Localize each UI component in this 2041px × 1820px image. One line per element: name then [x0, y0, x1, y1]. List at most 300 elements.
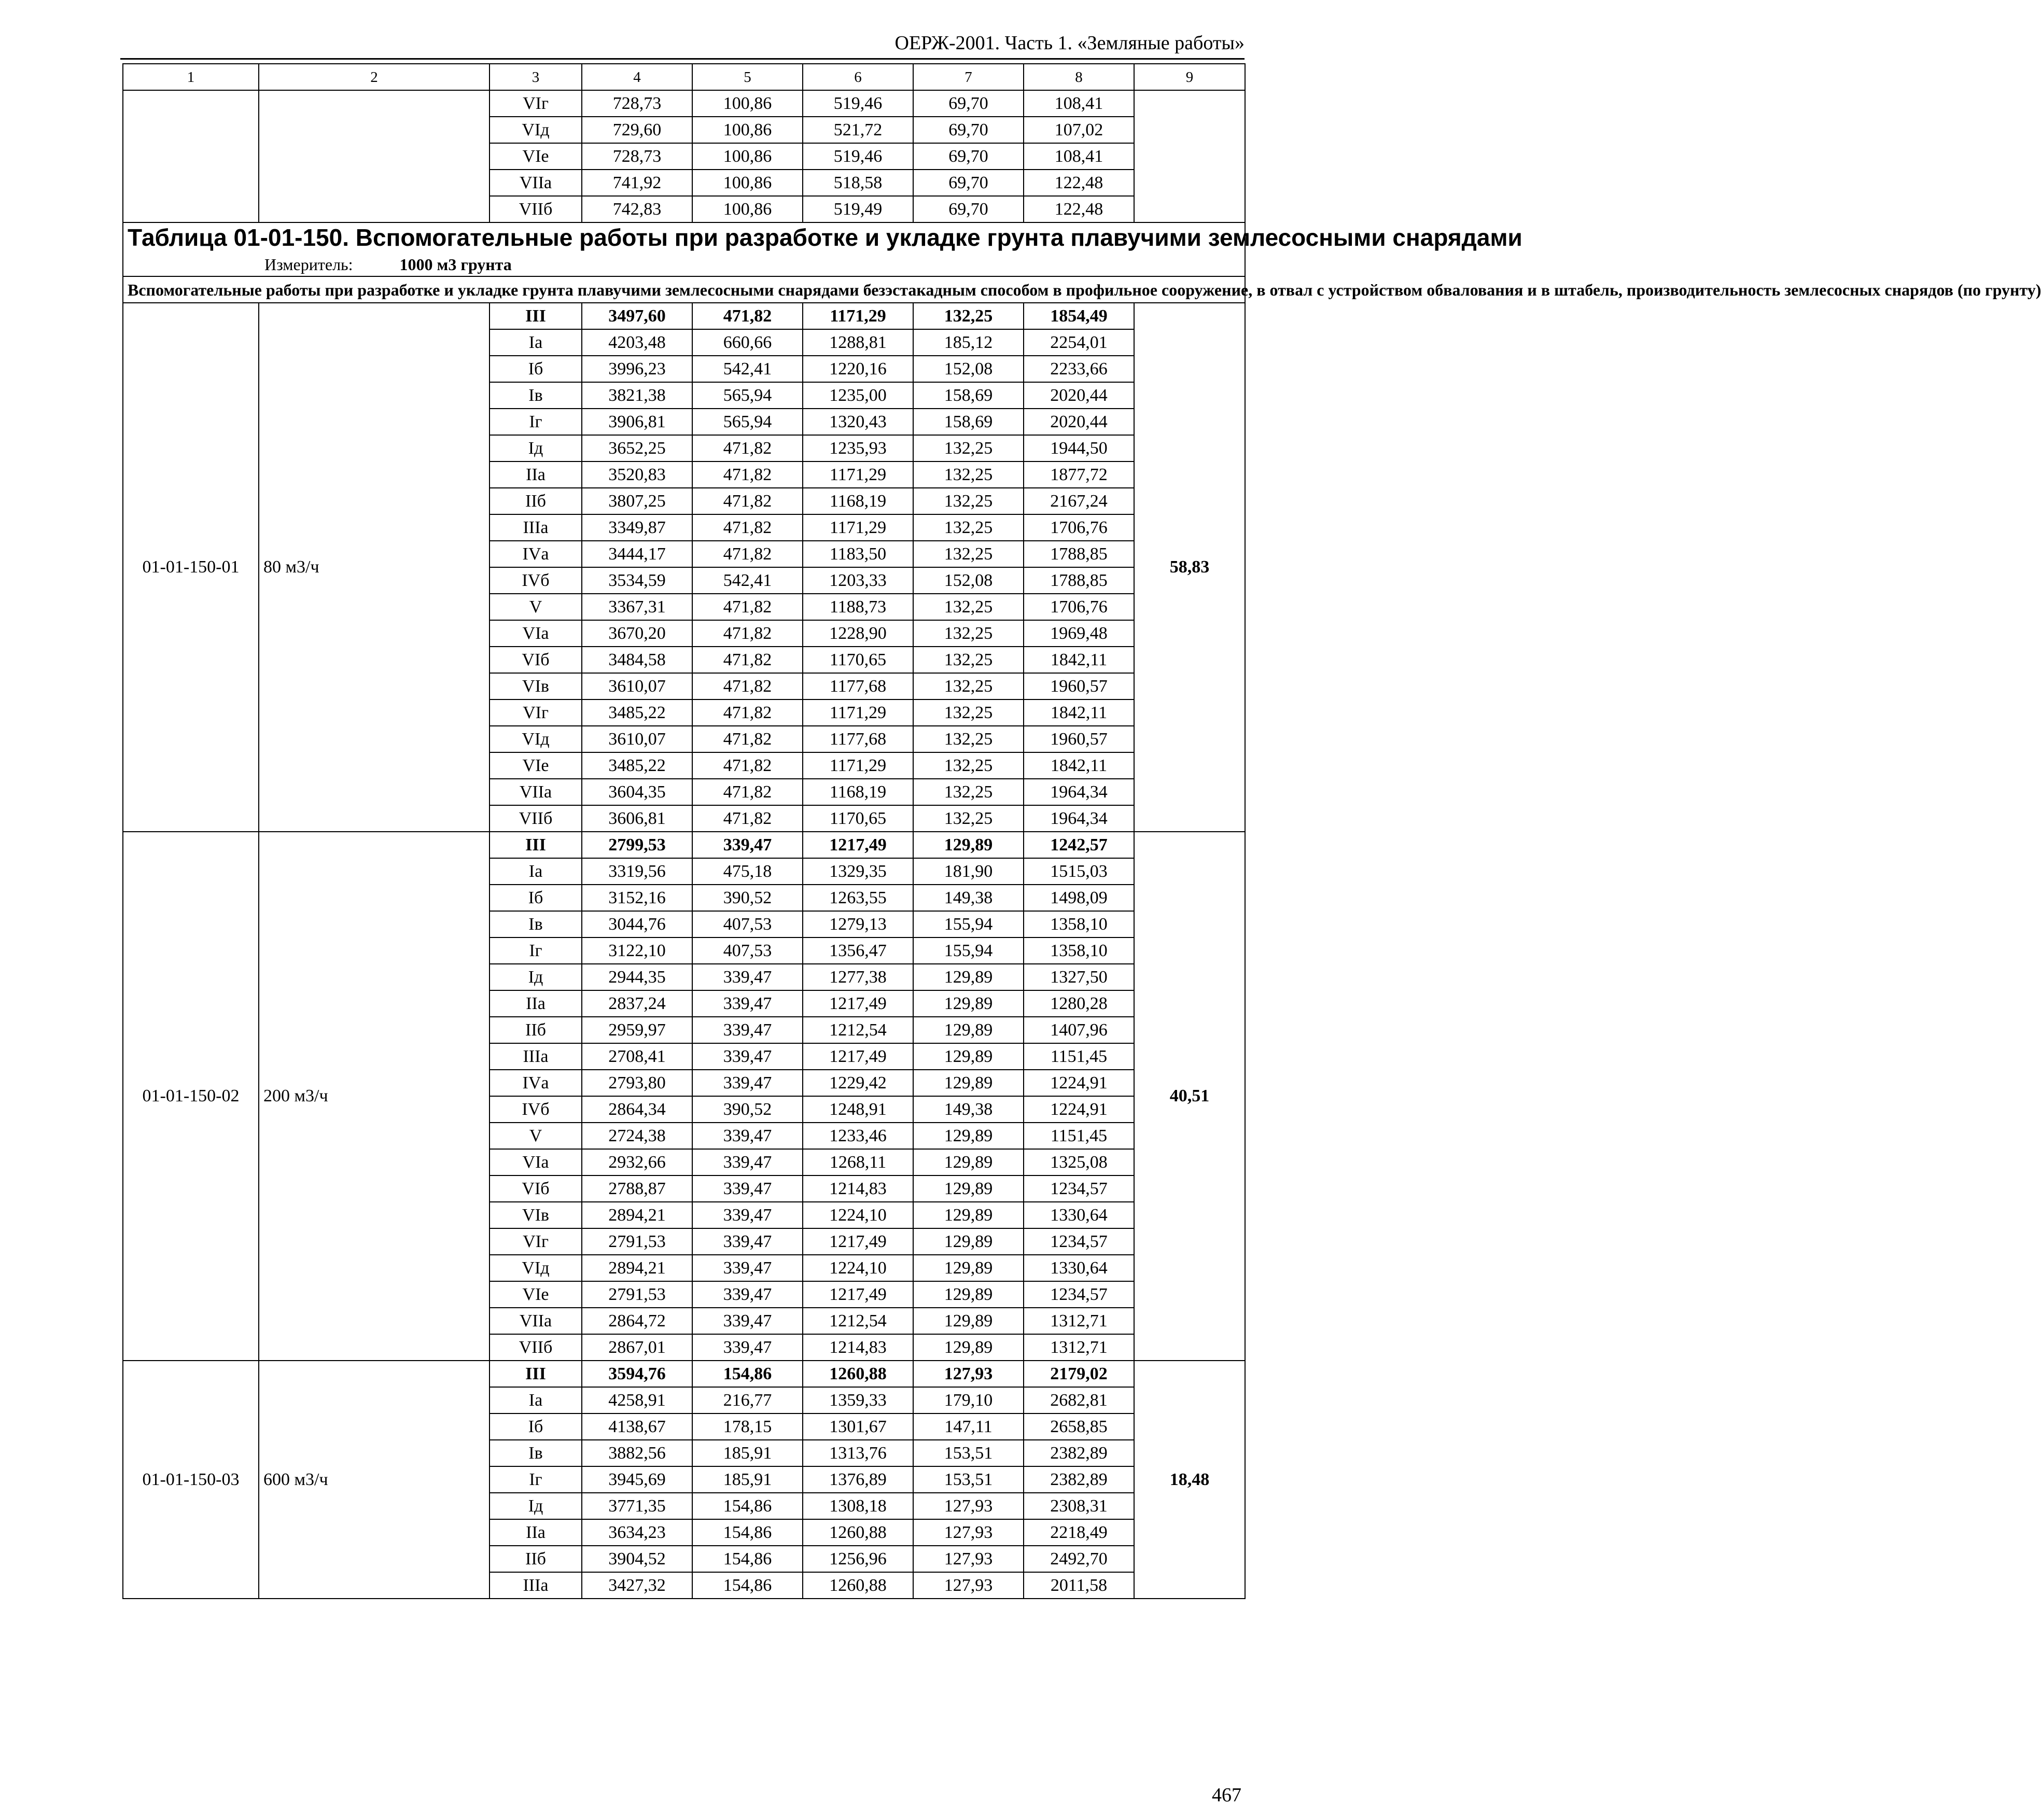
value-cell: 2308,31: [1024, 1493, 1134, 1519]
value-cell: 3634,23: [582, 1519, 692, 1546]
soil-group-cell: Iа: [490, 858, 582, 885]
soil-group-cell: III: [490, 832, 582, 858]
value-cell: 471,82: [692, 594, 803, 620]
value-cell: 132,25: [913, 594, 1024, 620]
value-cell: 122,48: [1024, 170, 1134, 196]
value-cell: 1168,19: [803, 779, 913, 805]
value-cell: 339,47: [692, 1149, 803, 1175]
value-cell: 471,82: [692, 647, 803, 673]
value-cell: 129,89: [913, 964, 1024, 990]
value-cell: 1498,09: [1024, 885, 1134, 911]
column-number: 4: [582, 64, 692, 90]
value-cell: 3485,22: [582, 699, 692, 726]
value-cell: 129,89: [913, 990, 1024, 1017]
value-cell: 1217,49: [803, 1281, 913, 1308]
table-row-base: [123, 1361, 1245, 1387]
unit-value: 1000 м3 грунта: [399, 255, 512, 274]
value-cell: 154,86: [692, 1519, 803, 1546]
value-cell: 1358,10: [1024, 937, 1134, 964]
soil-group-cell: VIв: [490, 673, 582, 699]
value-cell: 339,47: [692, 1308, 803, 1334]
column-number: 1: [123, 64, 259, 90]
value-cell: 1788,85: [1024, 541, 1134, 567]
value-cell: 132,25: [913, 488, 1024, 514]
soil-group-cell: III: [490, 303, 582, 329]
value-cell: 2864,72: [582, 1308, 692, 1334]
value-cell: 1183,50: [803, 541, 913, 567]
value-cell: 132,25: [913, 514, 1024, 541]
value-cell: 3485,22: [582, 752, 692, 779]
value-cell: 147,11: [913, 1413, 1024, 1440]
value-cell: 339,47: [692, 1334, 803, 1361]
value-cell: 660,66: [692, 329, 803, 356]
value-cell: 2959,97: [582, 1017, 692, 1043]
value-cell: 3367,31: [582, 594, 692, 620]
value-cell: 1228,90: [803, 620, 913, 647]
value-cell: 542,41: [692, 567, 803, 594]
value-cell: 390,52: [692, 1096, 803, 1123]
empty-code-cell: [123, 90, 259, 222]
value-cell: 152,08: [913, 567, 1024, 594]
soil-group-cell: Iб: [490, 1413, 582, 1440]
value-cell: 3821,38: [582, 382, 692, 409]
value-cell: 1854,49: [1024, 303, 1134, 329]
value-cell: 3670,20: [582, 620, 692, 647]
value-cell: 149,38: [913, 1096, 1024, 1123]
value-cell: 216,77: [692, 1387, 803, 1413]
soil-group-cell: VIг: [490, 90, 582, 117]
value-cell: 471,82: [692, 620, 803, 647]
value-cell: 1964,34: [1024, 805, 1134, 832]
value-cell: 149,38: [913, 885, 1024, 911]
soil-group-cell: IIа: [490, 1519, 582, 1546]
value-cell: 1842,11: [1024, 699, 1134, 726]
value-cell: 1268,11: [803, 1149, 913, 1175]
value-cell: 129,89: [913, 1334, 1024, 1361]
value-cell: 471,82: [692, 726, 803, 752]
value-cell: 132,25: [913, 779, 1024, 805]
value-cell: 1151,45: [1024, 1123, 1134, 1149]
value-cell: 1224,10: [803, 1202, 913, 1228]
value-cell: 132,25: [913, 461, 1024, 488]
table-title: Таблица 01-01-150. Вспомогательные работы при разработке и укладке грунта плавучими землесосными снарядами: [128, 224, 1522, 251]
value-cell: 3044,76: [582, 911, 692, 937]
value-cell: 1171,29: [803, 699, 913, 726]
value-cell: 69,70: [913, 170, 1024, 196]
value-cell: 471,82: [692, 514, 803, 541]
value-cell: 127,93: [913, 1519, 1024, 1546]
value-cell: 2932,66: [582, 1149, 692, 1175]
value-cell: 181,90: [913, 858, 1024, 885]
value-cell: 129,89: [913, 1281, 1024, 1308]
value-cell: 2020,44: [1024, 409, 1134, 435]
soil-group-cell: IIб: [490, 488, 582, 514]
value-cell: 1220,16: [803, 356, 913, 382]
value-cell: 155,94: [913, 937, 1024, 964]
value-cell: 1188,73: [803, 594, 913, 620]
value-cell: 1171,29: [803, 303, 913, 329]
value-cell: 1214,83: [803, 1334, 913, 1361]
value-cell: 1277,38: [803, 964, 913, 990]
value-cell: 129,89: [913, 1255, 1024, 1281]
value-cell: 1325,08: [1024, 1149, 1134, 1175]
value-cell: 2944,35: [582, 964, 692, 990]
soil-group-cell: Iа: [490, 329, 582, 356]
rate-code: 01-01-150-02: [123, 832, 259, 1361]
value-cell: 1214,83: [803, 1175, 913, 1202]
value-cell: 158,69: [913, 382, 1024, 409]
value-cell: 1177,68: [803, 726, 913, 752]
value-cell: 129,89: [913, 1202, 1024, 1228]
value-cell: 471,82: [692, 779, 803, 805]
soil-group-cell: VIIа: [490, 1308, 582, 1334]
value-cell: 2788,87: [582, 1175, 692, 1202]
value-cell: 1171,29: [803, 752, 913, 779]
value-cell: 1224,91: [1024, 1096, 1134, 1123]
value-cell: 1171,29: [803, 461, 913, 488]
value-cell: 1356,47: [803, 937, 913, 964]
value-cell: 1312,71: [1024, 1308, 1134, 1334]
column-number: 6: [803, 64, 913, 90]
value-cell: 1168,19: [803, 488, 913, 514]
value-cell: 2793,80: [582, 1070, 692, 1096]
value-cell: 471,82: [692, 488, 803, 514]
value-cell: 3652,25: [582, 435, 692, 461]
table-row: [123, 90, 1245, 117]
value-cell: 129,89: [913, 1308, 1024, 1334]
soil-group-cell: IIа: [490, 990, 582, 1017]
rate-name: 200 м3/ч: [259, 832, 490, 1361]
value-cell: 154,86: [692, 1546, 803, 1572]
value-cell: 339,47: [692, 1202, 803, 1228]
soil-group-cell: Iд: [490, 1493, 582, 1519]
value-cell: 1944,50: [1024, 435, 1134, 461]
value-cell: 127,93: [913, 1361, 1024, 1387]
soil-group-cell: Iг: [490, 1466, 582, 1493]
soil-group-cell: VIд: [490, 117, 582, 143]
soil-group-cell: VIг: [490, 1228, 582, 1255]
value-cell: 69,70: [913, 117, 1024, 143]
value-cell: 471,82: [692, 303, 803, 329]
value-cell: 185,91: [692, 1440, 803, 1466]
value-cell: 3604,35: [582, 779, 692, 805]
value-cell: 518,58: [803, 170, 913, 196]
value-cell: 339,47: [692, 1070, 803, 1096]
value-cell: 3882,56: [582, 1440, 692, 1466]
value-cell: 1263,55: [803, 885, 913, 911]
value-cell: 390,52: [692, 885, 803, 911]
value-cell: 3427,32: [582, 1572, 692, 1599]
value-cell: 1177,68: [803, 673, 913, 699]
value-cell: 1260,88: [803, 1361, 913, 1387]
value-cell: 339,47: [692, 1175, 803, 1202]
value-cell: 132,25: [913, 699, 1024, 726]
value-cell: 1288,81: [803, 329, 913, 356]
value-cell: 1706,76: [1024, 594, 1134, 620]
value-cell: 407,53: [692, 911, 803, 937]
value-cell: 158,69: [913, 409, 1024, 435]
value-cell: 1279,13: [803, 911, 913, 937]
value-cell: 100,86: [692, 170, 803, 196]
soil-group-cell: VIг: [490, 699, 582, 726]
coefficient-cell: 40,51: [1134, 832, 1245, 1361]
value-cell: 1330,64: [1024, 1202, 1134, 1228]
value-cell: 132,25: [913, 726, 1024, 752]
value-cell: 339,47: [692, 990, 803, 1017]
value-cell: 2867,01: [582, 1334, 692, 1361]
value-cell: 127,93: [913, 1546, 1024, 1572]
value-cell: 1308,18: [803, 1493, 913, 1519]
value-cell: 3152,16: [582, 885, 692, 911]
value-cell: 1234,57: [1024, 1175, 1134, 1202]
value-cell: 69,70: [913, 90, 1024, 117]
soil-group-cell: VIе: [490, 752, 582, 779]
value-cell: 3497,60: [582, 303, 692, 329]
soil-group-cell: VIе: [490, 143, 582, 170]
table-title-row: [123, 222, 1245, 276]
value-cell: 1217,49: [803, 990, 913, 1017]
value-cell: 1235,93: [803, 435, 913, 461]
value-cell: 4138,67: [582, 1413, 692, 1440]
value-cell: 3610,07: [582, 726, 692, 752]
rate-name: 600 м3/ч: [259, 1361, 490, 1599]
page-number: 467: [1212, 1784, 1241, 1806]
value-cell: 471,82: [692, 752, 803, 779]
value-cell: 3520,83: [582, 461, 692, 488]
value-cell: 153,51: [913, 1440, 1024, 1466]
value-cell: 2791,53: [582, 1228, 692, 1255]
value-cell: 1376,89: [803, 1466, 913, 1493]
soil-group-cell: VIIб: [490, 196, 582, 222]
value-cell: 339,47: [692, 1017, 803, 1043]
soil-group-cell: Iв: [490, 911, 582, 937]
value-cell: 129,89: [913, 1070, 1024, 1096]
value-cell: 471,82: [692, 461, 803, 488]
value-cell: 3807,25: [582, 488, 692, 514]
value-cell: 129,89: [913, 1228, 1024, 1255]
soil-group-cell: V: [490, 1123, 582, 1149]
rate-code: 01-01-150-03: [123, 1361, 259, 1599]
empty-coefficient-cell: [1134, 90, 1245, 222]
value-cell: 1224,91: [1024, 1070, 1134, 1096]
value-cell: 521,72: [803, 117, 913, 143]
soil-group-cell: Iг: [490, 409, 582, 435]
value-cell: 2254,01: [1024, 329, 1134, 356]
value-cell: 1327,50: [1024, 964, 1134, 990]
value-cell: 1170,65: [803, 647, 913, 673]
value-cell: 178,15: [692, 1413, 803, 1440]
value-cell: 3319,56: [582, 858, 692, 885]
value-cell: 3349,87: [582, 514, 692, 541]
value-cell: 1407,96: [1024, 1017, 1134, 1043]
table-row-base: [123, 303, 1245, 329]
table-row-base: [123, 832, 1245, 858]
value-cell: 4203,48: [582, 329, 692, 356]
soil-group-cell: Iд: [490, 964, 582, 990]
unit-label: Измеритель:: [264, 255, 353, 274]
soil-group-cell: IIа: [490, 461, 582, 488]
value-cell: 2020,44: [1024, 382, 1134, 409]
soil-group-cell: VIIа: [490, 170, 582, 196]
column-number: 3: [490, 64, 582, 90]
value-cell: 1330,64: [1024, 1255, 1134, 1281]
value-cell: 1260,88: [803, 1572, 913, 1599]
value-cell: 339,47: [692, 964, 803, 990]
value-cell: 3771,35: [582, 1493, 692, 1519]
value-cell: 100,86: [692, 117, 803, 143]
soil-group-cell: VIIб: [490, 1334, 582, 1361]
soil-group-cell: IIб: [490, 1546, 582, 1572]
soil-group-cell: VIIб: [490, 805, 582, 832]
value-cell: 471,82: [692, 435, 803, 461]
value-cell: 339,47: [692, 1043, 803, 1070]
value-cell: 339,47: [692, 1123, 803, 1149]
value-cell: 152,08: [913, 356, 1024, 382]
value-cell: 542,41: [692, 356, 803, 382]
value-cell: 2894,21: [582, 1202, 692, 1228]
value-cell: 3945,69: [582, 1466, 692, 1493]
value-cell: 3484,58: [582, 647, 692, 673]
value-cell: 1151,45: [1024, 1043, 1134, 1070]
soil-group-cell: Iб: [490, 885, 582, 911]
column-number: 8: [1024, 64, 1134, 90]
value-cell: 471,82: [692, 673, 803, 699]
soil-group-cell: IVб: [490, 1096, 582, 1123]
soil-group-cell: Iб: [490, 356, 582, 382]
value-cell: 4258,91: [582, 1387, 692, 1413]
value-cell: 1212,54: [803, 1308, 913, 1334]
value-cell: 1171,29: [803, 514, 913, 541]
value-cell: 2837,24: [582, 990, 692, 1017]
rate-code: 01-01-150-01: [123, 303, 259, 832]
value-cell: 132,25: [913, 673, 1024, 699]
value-cell: 2658,85: [1024, 1413, 1134, 1440]
soil-group-cell: IVа: [490, 1070, 582, 1096]
value-cell: 3610,07: [582, 673, 692, 699]
value-cell: 132,25: [913, 805, 1024, 832]
value-cell: 2724,38: [582, 1123, 692, 1149]
value-cell: 729,60: [582, 117, 692, 143]
value-cell: 2382,89: [1024, 1466, 1134, 1493]
soil-group-cell: Iг: [490, 937, 582, 964]
value-cell: 1359,33: [803, 1387, 913, 1413]
header-rule: [120, 58, 1245, 60]
value-cell: 179,10: [913, 1387, 1024, 1413]
table-title-cell: [123, 222, 1522, 276]
soil-group-cell: VIб: [490, 1175, 582, 1202]
soil-group-cell: III: [490, 1361, 582, 1387]
value-cell: 1877,72: [1024, 461, 1134, 488]
value-cell: 3122,10: [582, 937, 692, 964]
value-cell: 471,82: [692, 805, 803, 832]
column-number-row: [123, 64, 1245, 90]
column-number: 7: [913, 64, 1024, 90]
value-cell: 339,47: [692, 1281, 803, 1308]
value-cell: 2011,58: [1024, 1572, 1134, 1599]
value-cell: 339,47: [692, 1255, 803, 1281]
value-cell: 2218,49: [1024, 1519, 1134, 1546]
soil-group-cell: Iд: [490, 435, 582, 461]
soil-group-cell: Iв: [490, 1440, 582, 1466]
soil-group-cell: VIв: [490, 1202, 582, 1228]
value-cell: 129,89: [913, 1017, 1024, 1043]
value-cell: 1788,85: [1024, 567, 1134, 594]
value-cell: 1515,03: [1024, 858, 1134, 885]
rate-name: 80 м3/ч: [259, 303, 490, 832]
value-cell: 1229,42: [803, 1070, 913, 1096]
value-cell: 100,86: [692, 90, 803, 117]
value-cell: 132,25: [913, 647, 1024, 673]
value-cell: 2492,70: [1024, 1546, 1134, 1572]
value-cell: 69,70: [913, 196, 1024, 222]
value-cell: 1706,76: [1024, 514, 1134, 541]
value-cell: 1242,57: [1024, 832, 1134, 858]
value-cell: 108,41: [1024, 143, 1134, 170]
value-cell: 2894,21: [582, 1255, 692, 1281]
value-cell: 1235,00: [803, 382, 913, 409]
value-cell: 1329,35: [803, 858, 913, 885]
value-cell: 122,48: [1024, 196, 1134, 222]
soil-group-cell: Iа: [490, 1387, 582, 1413]
soil-group-cell: VIб: [490, 647, 582, 673]
value-cell: 154,86: [692, 1572, 803, 1599]
value-cell: 1217,49: [803, 1043, 913, 1070]
value-cell: 2791,53: [582, 1281, 692, 1308]
soil-group-cell: VIд: [490, 1255, 582, 1281]
page-header: ОЕРЖ-2001. Часть 1. «Земляные работы»: [894, 32, 1245, 54]
value-cell: 100,86: [692, 143, 803, 170]
value-cell: 1312,71: [1024, 1334, 1134, 1361]
value-cell: 339,47: [692, 1228, 803, 1255]
value-cell: 741,92: [582, 170, 692, 196]
soil-group-cell: IIб: [490, 1017, 582, 1043]
column-number: 5: [692, 64, 803, 90]
value-cell: 1313,76: [803, 1440, 913, 1466]
value-cell: 1280,28: [1024, 990, 1134, 1017]
value-cell: 2179,02: [1024, 1361, 1134, 1387]
value-cell: 185,91: [692, 1466, 803, 1493]
value-cell: 1960,57: [1024, 726, 1134, 752]
soil-group-cell: IIIа: [490, 514, 582, 541]
value-cell: 3444,17: [582, 541, 692, 567]
value-cell: 132,25: [913, 303, 1024, 329]
value-cell: 519,46: [803, 90, 913, 117]
value-cell: 100,86: [692, 196, 803, 222]
table-description: Вспомогательные работы при разработке и укладке грунта плавучими землесосными снарядами безэстакадным способом в профильное сооружение, в отвал с устройством обвалования и в штабель, производительность землесосных снарядов (по грунту): [123, 276, 1245, 303]
value-cell: 1964,34: [1024, 779, 1134, 805]
value-cell: 2167,24: [1024, 488, 1134, 514]
value-cell: 108,41: [1024, 90, 1134, 117]
value-cell: 475,18: [692, 858, 803, 885]
value-cell: 1260,88: [803, 1519, 913, 1546]
value-cell: 153,51: [913, 1466, 1024, 1493]
value-cell: 107,02: [1024, 117, 1134, 143]
value-cell: 519,49: [803, 196, 913, 222]
soil-group-cell: IIIа: [490, 1572, 582, 1599]
value-cell: 471,82: [692, 541, 803, 567]
soil-group-cell: V: [490, 594, 582, 620]
value-cell: 1358,10: [1024, 911, 1134, 937]
value-cell: 407,53: [692, 937, 803, 964]
soil-group-cell: IIIа: [490, 1043, 582, 1070]
value-cell: 519,46: [803, 143, 913, 170]
value-cell: 1212,54: [803, 1017, 913, 1043]
value-cell: 1217,49: [803, 832, 913, 858]
value-cell: 2682,81: [1024, 1387, 1134, 1413]
empty-name-cell: [259, 90, 490, 222]
value-cell: 565,94: [692, 382, 803, 409]
soil-group-cell: VIд: [490, 726, 582, 752]
